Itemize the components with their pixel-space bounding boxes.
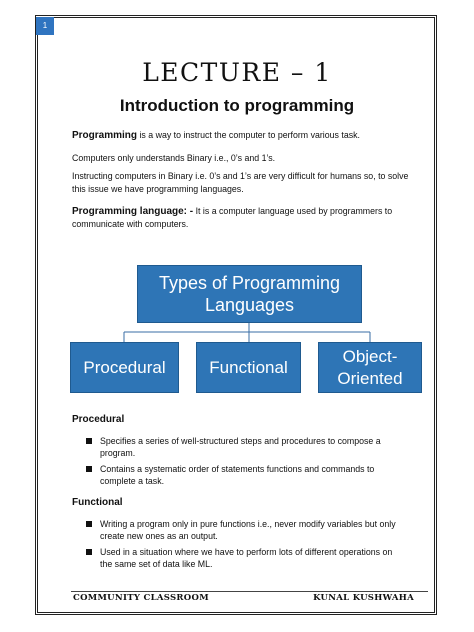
diagram-box-object-oriented: Object-Oriented	[318, 342, 422, 393]
list-item	[86, 463, 406, 487]
bullet-text: Contains a systematic order of statements functions and commands to complete a task.	[100, 464, 375, 486]
humans-text: Instructing computers in Binary i.e. 0’s and 1’s are very difficult for humans so, to solve this issue we have programming languages.	[72, 171, 409, 194]
intro-paragraph-language	[72, 205, 412, 231]
document-heading: Introduction to programming	[119, 96, 355, 115]
term-programming-language: Programming language: -	[72, 206, 194, 217]
intro-paragraph-binary	[72, 152, 412, 165]
definition-programming: is a way to instruct the computer to perform various task.	[137, 130, 360, 140]
definition-programming-language: It is a computer language used by programmers to communicate with computers.	[72, 206, 393, 229]
list-item	[86, 435, 406, 459]
section-heading-functional: Functional	[72, 497, 123, 508]
lecture-title: LECTURE – 1	[142, 58, 332, 87]
intro-paragraph-humans	[72, 170, 412, 196]
diagram-box-functional: Functional	[196, 342, 301, 393]
footer-organization: COMMUNITY CLASSROOM	[73, 593, 209, 603]
section-heading-procedural: Procedural	[72, 414, 125, 425]
list-item	[86, 518, 406, 542]
square-bullet-icon	[86, 521, 92, 527]
footer-divider	[71, 591, 428, 592]
intro-paragraph-programming	[72, 129, 412, 142]
procedural-bullet-list	[86, 435, 406, 491]
diagram-root-box: Types of Programming Languages	[137, 265, 362, 323]
square-bullet-icon	[86, 438, 92, 444]
footer-author: KUNAL KUSHWAHA	[313, 593, 414, 603]
page-number-badge: 1	[36, 17, 54, 35]
list-item	[86, 546, 406, 570]
functional-bullet-list	[86, 518, 406, 574]
bullet-text: Writing a program only in pure functions i.e., never modify variables but only create new ones as an output.	[100, 519, 396, 541]
binary-text: Computers only understands Binary i.e., 0’s and 1’s.	[72, 153, 276, 163]
square-bullet-icon	[86, 549, 92, 555]
square-bullet-icon	[86, 466, 92, 472]
diagram-box-procedural: Procedural	[70, 342, 179, 393]
term-programming: Programming	[72, 130, 138, 141]
bullet-text: Used in a situation where we have to perform lots of different operations on the same set of data like ML.	[100, 547, 393, 569]
bullet-text: Specifies a series of well-structured steps and procedures to compose a program.	[100, 436, 381, 458]
